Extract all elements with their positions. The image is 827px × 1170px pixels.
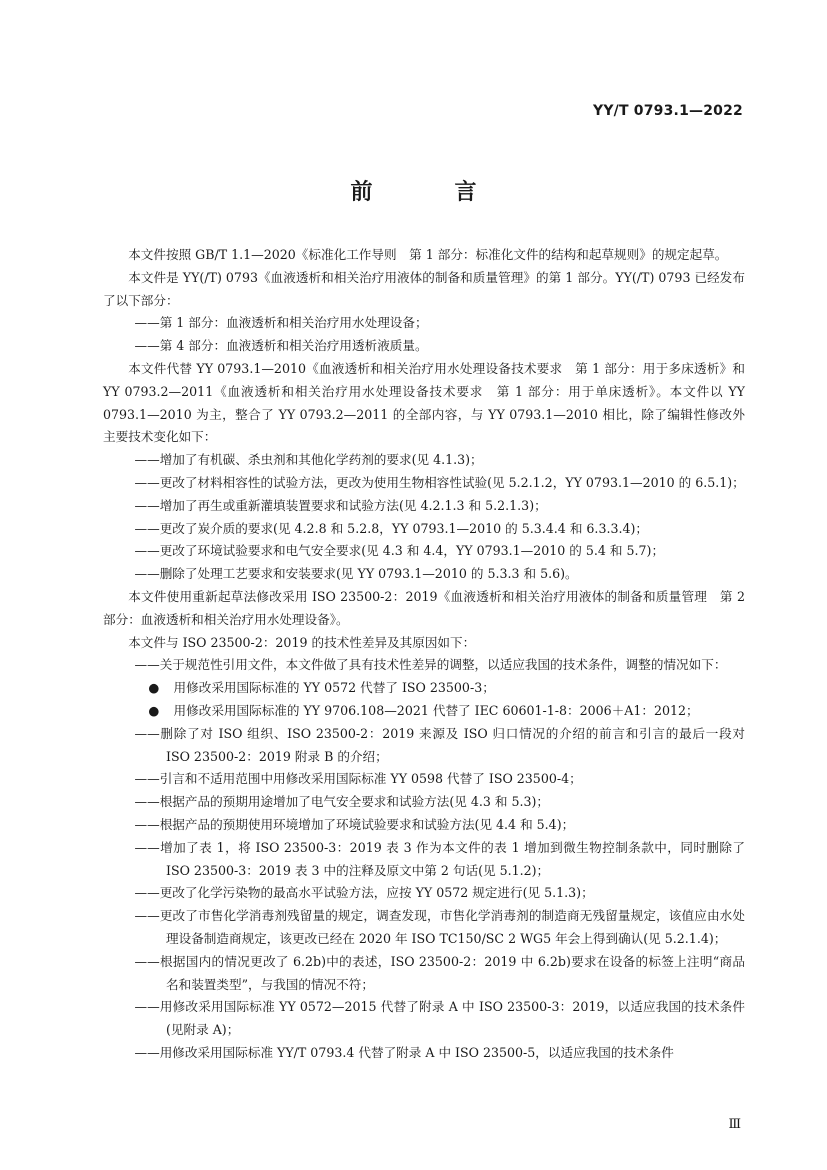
list-item: ——更改了市售化学消毒剂残留量的规定，调查发现，市售化学消毒剂的制造商无残留量规定，该值应由水处理设备制造商规定，该更改已经在 2020 年 ISO TC150/SC 2 WG5 年会上得到确认(见 5.2.1.4)； [134, 908, 745, 946]
list-item: ——引言和不适用范围中用修改采用国际标准 YY 0598 代替了 ISO 23500-4； [134, 771, 582, 787]
preface-body [103, 244, 745, 1065]
page-number: Ⅲ [728, 1117, 741, 1132]
list-item: ——更改了环境试验要求和电气安全要求(见 4.3 和 4.4，YY 0793.1—2010 的 5.4 和 5.7)； [134, 543, 665, 559]
list-item: ——第 1 部分：血液透析和相关治疗用水处理设备； [134, 315, 428, 331]
list-item: ——增加了有机碳、杀虫剂和其他化学药剂的要求(见 4.1.3)； [134, 452, 483, 468]
list-item: ——更改了材料相容性的试验方法，更改为使用生物相容性试验(见 5.2.1.2，YY 0793.1—2010 的 6.5.1)； [134, 474, 745, 490]
bullet-item [103, 677, 745, 700]
list-item: ——根据产品的预期使用环境增加了环境试验要求和试验方法(见 4.4 和 5.4)； [134, 816, 575, 832]
bullet-text: 用修改采用国际标准的 YY 9706.108—2021 代替了 IEC 60601-1-8：2006＋A1：2012； [173, 702, 699, 718]
list-item: ——增加了表 1，将 ISO 23500-3：2019 表 3 作为本文件的表 1 增加到微生物控制条款中，同时删除了 ISO 23500-3：2019 表 3 中的注释及原文中第 2 句话(见 5.1.2)； [134, 839, 745, 878]
list-item: ——用修改采用国际标准 YY/T 0793.4 代替了附录 A 中 ISO 23500-5，以适应我国的技术条件 [134, 1044, 674, 1060]
list-item: ——更改了化学污染物的最高水平试验方法，应按 YY 0572 规定进行(见 5.1.3)； [134, 885, 594, 901]
list-item: ——第 4 部分：血液透析和相关治疗用透析液质量。 [134, 338, 428, 354]
list-item: ——根据国内的情况更改了 6.2b)中的表述，ISO 23500-2：2019 中 6.2b)要求在设备的标签上注明“商品名和装置类型”，与我国的情况不符； [134, 953, 745, 992]
paragraph: 本文件是 YY(/T) 0793《血液透析和相关治疗用液体的制备和质量管理》的第 1 部分。YY(/T) 0793 已经发布了以下部分： [103, 269, 745, 308]
bullet-icon: ● [148, 702, 160, 718]
paragraph: 本文件按照 GB/T 1.1—2020《标准化工作导则 第 1 部分：标准化文件的结构和起草规则》的规定起草。 [128, 247, 728, 262]
bullet-item [103, 700, 745, 723]
list-item: ——用修改采用国际标准 YY 0572—2015 代替了附录 A 中 ISO 23500-3：2019，以适应我国的技术条件(见附录 A)； [134, 999, 745, 1038]
paragraph: 本文件与 ISO 23500-2：2019 的技术性差异及其原因如下： [128, 634, 476, 650]
paragraph: 本文件使用重新起草法修改采用 ISO 23500-2：2019《血液透析和相关治疗用液体的制备和质量管理 第 2 部分：血液透析和相关治疗用水处理设备》。 [103, 588, 745, 627]
bullet-icon: ● [148, 680, 160, 696]
bullet-text: 用修改采用国际标准的 YY 0572 代替了 ISO 23500-3； [173, 680, 495, 696]
list-item: ——更改了炭介质的要求(见 4.2.8 和 5.2.8，YY 0793.1—2010 的 5.3.4.4 和 6.3.3.4)； [134, 520, 648, 536]
paragraph: 本文件代替 YY 0793.1—2010《血液透析和相关治疗用水处理设备技术要求 第 1 部分：用于多床透析》和 YY 0793.2—2011《血液透析和相关治疗用水处理设备技术要求 第 1 部分：用于单床透析》。本文件以 YY 0793.1—2010 为主，整合了 YY 0793.2—2011 的全部内容，与 YY 0793.1—2010 相比，除了编辑性修改外主要技术变化如下： [103, 360, 745, 445]
list-item: ——删除了处理工艺要求和安装要求(见 YY 0793.1—2010 的 5.3.3 和 5.6)。 [134, 566, 578, 582]
list-item: ——根据产品的预期用途增加了电气安全要求和试验方法(见 4.3 和 5.3)； [134, 794, 550, 810]
list-item: ——删除了对 ISO 组织、ISO 23500-2：2019 来源及 ISO 归口情况的介绍的前言和引言的最后一段对 ISO 23500-2：2019 附录 B 的介绍； [134, 725, 745, 764]
standard-code: YY/T 0793.1—2022 [592, 103, 743, 119]
list-item: ——关于规范性引用文件，本文件做了具有技术性差异的调整，以适应我国的技术条件，调整的情况如下： [134, 657, 727, 673]
page-title: 前 言 [350, 180, 507, 205]
list-item: ——增加了再生或重新灌填装置要求和试验方法(见 4.2.1.3 和 5.2.1.3)； [134, 497, 547, 513]
